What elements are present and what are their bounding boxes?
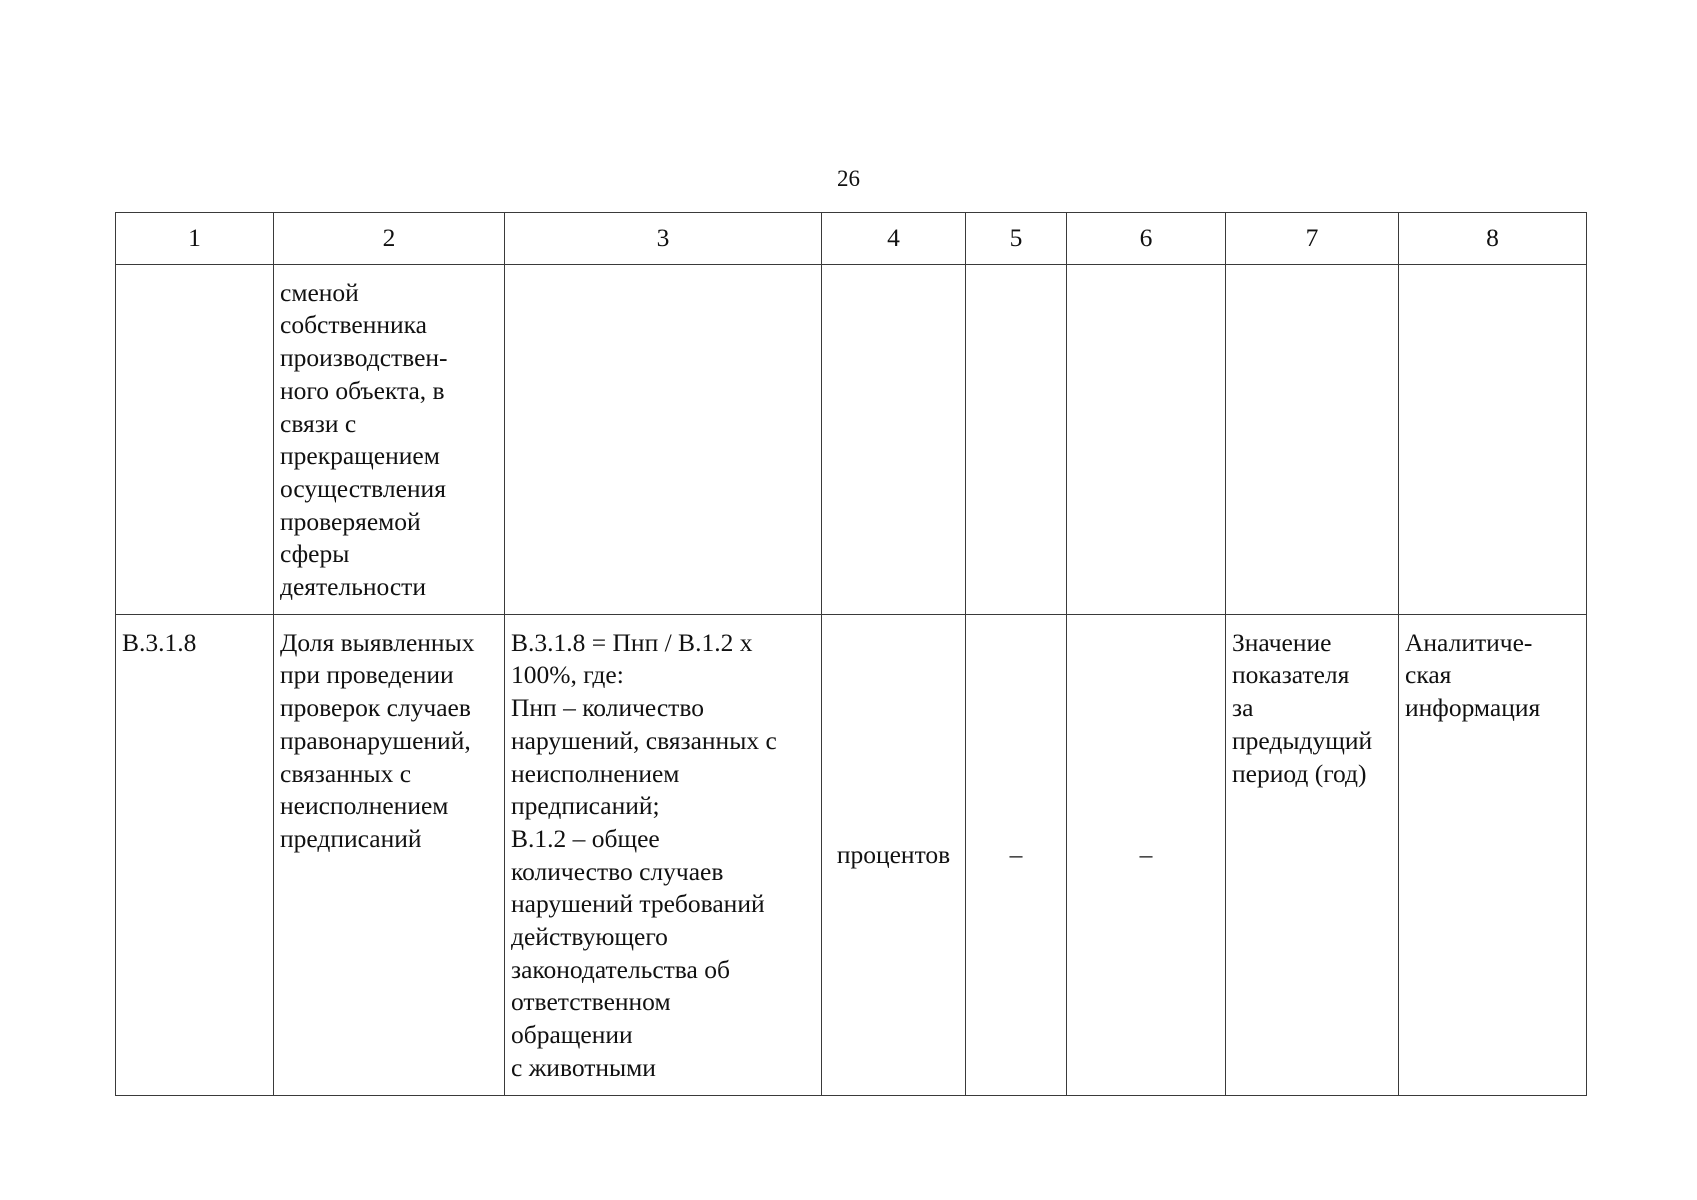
cell-col6-dash — [1067, 614, 1226, 1095]
table-row-b318 — [116, 614, 1587, 1095]
formula-text: B.3.1.8 = Пнп / B.1.2 x 100%, где: Пнп – количество нарушений, связанных с неисполнением предписаний; B.1.2 – общее количество случаев нарушений требований действующего законодательства об ответственном обращении с животными — [511, 627, 777, 1082]
cell-indicator-name — [274, 614, 505, 1095]
source-text: Аналитиче- ская информация — [1405, 627, 1541, 723]
cell-empty — [1399, 264, 1587, 614]
table-header-row — [116, 213, 1587, 265]
cell-empty — [1226, 264, 1399, 614]
header-cell-8: 8 — [1399, 213, 1587, 265]
cell-empty — [116, 264, 274, 614]
indicator-code-text: B.3.1.8 — [122, 627, 197, 657]
indicator-name-text: Доля выявленных при проведении проверок случаев правонарушений, связанных с неисполнением предписаний — [280, 627, 475, 853]
cell-indicator-code — [116, 614, 274, 1095]
cell-col5-dash — [966, 614, 1067, 1095]
cell-empty — [505, 264, 822, 614]
unit-text: процентов — [836, 840, 951, 870]
cell-source — [1399, 614, 1587, 1095]
header-cell-1: 1 — [116, 213, 274, 265]
page-number: 26 — [837, 166, 860, 191]
cell-empty — [822, 264, 966, 614]
header-cell-7: 7 — [1226, 213, 1399, 265]
header-cell-6: 6 — [1067, 213, 1226, 265]
cell-empty — [1067, 264, 1226, 614]
cell-indicator-name-continued — [274, 264, 505, 614]
header-cell-2: 2 — [274, 213, 505, 265]
header-cell-4: 4 — [822, 213, 966, 265]
base-value-text: Значение показателя за предыдущий период (год) — [1232, 627, 1373, 788]
col6-dash-text: – — [1139, 840, 1153, 870]
col5-dash-text: – — [1009, 840, 1023, 870]
indicator-table — [115, 212, 1587, 1096]
header-cell-3: 3 — [505, 213, 822, 265]
table-row-continuation — [116, 264, 1587, 614]
indicator-name-continued-text: сменой собственника производствен- ного объекта, в связи с прекращением осуществления проверяемой сферы деятельности — [280, 277, 448, 602]
header-cell-5: 5 — [966, 213, 1067, 265]
cell-base-value — [1226, 614, 1399, 1095]
cell-empty — [966, 264, 1067, 614]
cell-unit — [822, 614, 966, 1095]
cell-formula — [505, 614, 822, 1095]
